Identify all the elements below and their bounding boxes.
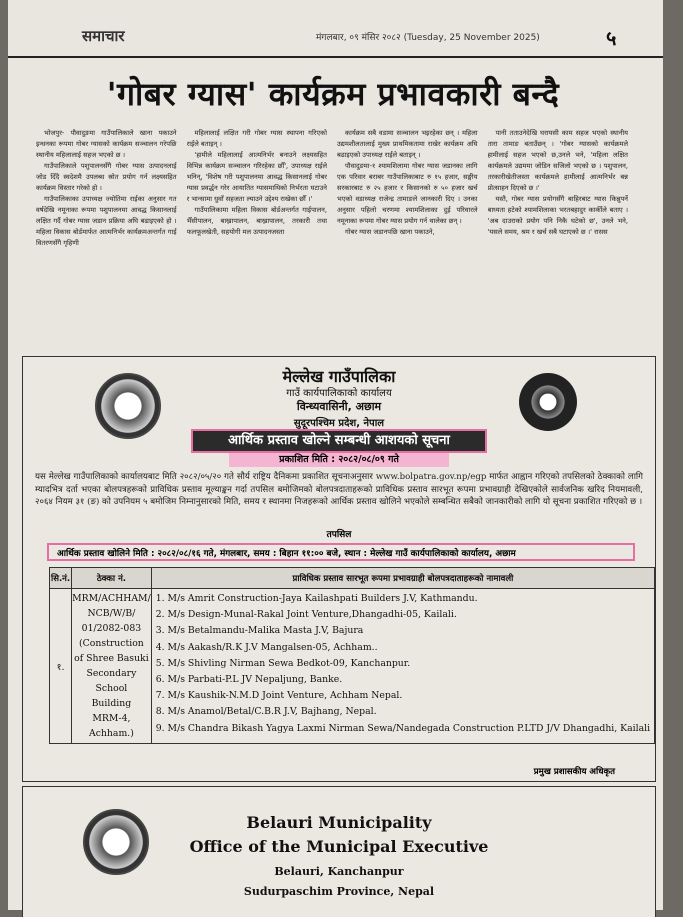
published-date: प्रकाशित मिति : २०८२/०८/०९ गते <box>229 453 449 467</box>
second-notice <box>22 786 656 917</box>
tender-notice <box>22 356 656 782</box>
bidders-table <box>49 567 655 744</box>
column-header-sn: सि.नं. <box>50 568 72 589</box>
notice2-location: Belauri, Kanchanpur <box>274 865 404 878</box>
package-line: 01/2082-083 <box>81 623 142 634</box>
bidder-item: 3. M/s Betalmandu-Malika Masta J.V, Bajura <box>155 625 364 637</box>
schedule-label: तपसिल <box>326 530 352 540</box>
article-column-2 <box>187 128 328 346</box>
notice2-province: Sudurpaschim Province, Nepal <box>243 885 435 898</box>
bidder-item: 6. M/s Parbati-P.L JV Nepaljung, Banke. <box>155 674 343 686</box>
package-line: NCB/W/B/ <box>87 608 136 619</box>
bidder-item: 2. M/s Design-Munal-Rakal Joint Venture,Dhangadhi-05, Kailali. <box>155 609 457 621</box>
notice-intro-text: यस मेल्लेख गाउँपालिकाको कार्यालयबाट मिति २०८२/०५/२० गते सौर्य राष्ट्रिय दैनिकमा प्रकाशित सूचनाअनुसार www.bolpatra.gov.np/egp मार्फत आह्वान गरिएको तपसिलको ठेक्काको लागि म्यादभित्र दर्ता भएका बोलपत्रहरूको प्राविधिक प्रस्ताव मूल्याङ्कन गर्दा तपसिल बमोजिमको बोलपत्रदाताहरूको प्राविधिक प्रस्ताव सारभूत रूपमा प्रभावग्राही देखिएकोले सार्वजनिक खरिद नियमावली, २०६४ नियम ३१ (ङ) को उपनियम ५ बमोजिम निम्नानुसारको मिति, समय र स्थानमा निजहरूको आर्थिक प्रस्ताव खोलिने भएकोले सम्बन्धित सबैको जानकारीको लागि यो सूचना प्रकाशित गरिएको छ । <box>35 472 643 507</box>
article-column-4 <box>488 128 629 346</box>
package-line: Secondary School <box>86 668 137 694</box>
paragraph: 'हामीले महिलालाई आत्मनिर्भर बनाउने लक्ष्यसहित विभिन्न कार्यक्रम सञ्चालन गरिरहेका छौँ', उपाध्यक्ष राईले भनिन्, 'विशेष गरी पशुपालनमा आवद्ध किसानलाई गोबर ग्यास प्रवर्द्धन गरेर आयातित ग्यासमाथिको निर्भरता घटाउने र भान्सामा धुवाँ सहजता ल्याउने उद्देश्य राखेका छौँ ।' <box>186 151 327 203</box>
paragraph: यस्तै, गोबर ग्यास प्रयोगसँगै बाहिरबाट ग्यास किन्नुपर्ने बाध्यता हटेको श्यामशिलाका भरतबहादुर कार्कीले बताए । 'अब दाउराको प्रयोग पनि निकै घटेको छ', उनले भने, 'यसले समय, श्रम र खर्च सबै घटाएको छ ।' रासस <box>487 195 628 236</box>
notice-province: सुदूरपश्चिम प्रदेश, नेपाल <box>293 418 385 429</box>
signatory: प्रमुख प्रशासकीय अधिकृत <box>533 767 615 777</box>
paragraph: गाउँपालिकाका उपाध्यक्ष ज्योतिमा राईका अनुसार गत वर्षदेखि नमूनाका रूपमा पशुपालनमा आवद्ध किसानलाई लक्षित गर्दै गोबर ग्यास जडान प्रक्रिया अघि बढाइएको हो । महिला विकास बोर्डमार्फत आत्मनिर्भर कार्यक्रमअन्तर्गत गाई वितरणसँगै गृहिणी <box>36 195 177 247</box>
package-line: Building <box>91 698 132 709</box>
package-line: (Construction <box>79 638 144 649</box>
bidder-item: 1. M/s Amrit Construction-Jaya Kailashpati Builders J.V, Kathmandu. <box>155 593 478 604</box>
package-line: MRM-4, Achham.) <box>89 713 134 739</box>
section-name: समाचार <box>82 27 125 45</box>
newspaper-page <box>8 0 663 910</box>
paragraph: कार्यक्रम सबै वडामा सञ्चालन भइरहेका छन् । महिला उद्यमशीलतालाई मुख्य प्राथमिकतामा राखेर कार्यक्रम अघि बढाइएको उपाध्यक्ष राईले बताइन् । <box>337 129 478 159</box>
notice2-office: Office of the Municipal Executive <box>189 837 489 856</box>
notice-office: गाउँ कार्यपालिकाको कार्यालय <box>286 388 392 399</box>
article-body <box>36 128 628 346</box>
paragraph: गाउँपालिकाले पशुपालनसँगै गोबर ग्यास उत्पादनलाई जोड दिँदै स्वदेशमै उपलब्ध स्रोत प्रयोग गर्न लक्ष्यसहित कार्यक्रम विस्तार गरेको हो । <box>36 162 177 192</box>
page-number: ५ <box>606 26 617 50</box>
notice-intro <box>35 471 643 509</box>
package-number <box>72 589 152 744</box>
table-header-row <box>50 568 655 589</box>
column-header-bidders: प्राविधिक प्रस्ताव सारभूत रूपमा प्रभावग्राही बोलपत्रदाताहरूको नामावली <box>151 568 654 589</box>
paragraph: भोजपुर- पौवादुङमा गाउँपालिकाले खाना पकाउने इन्धनका रूपमा गोबर ग्यासको कार्यक्रम सञ्चालन गरेपछि स्थानीय महिलालाई सहज भएको छ । <box>36 129 177 159</box>
paragraph: पानी तताउनेदेखि घरायसी काम सहज भएको स्थानीय तारा तामाङ बताउँछन् । 'गोबर ग्यासको कार्यक्रमले हामीलाई सहज भएको छ,उनले भने, 'महिला लक्षित कार्यक्रमले उद्यममा जोडिन सजिलो भएको छ । पशुपालन, तरकारीखेतीजस्ता कार्यक्रमले हामीलाई आत्मनिर्भर बन्न प्रोत्साहन दिएको छ ।' <box>487 129 628 192</box>
notice-location: विन्ध्यवासिनी, अछाम <box>296 400 382 413</box>
paragraph: महिलालाई लक्षित गरी गोबर ग्यास स्थापना गरिएको राईले बताइन् । <box>186 129 327 148</box>
bidder-item: 9. M/s Chandra Bikash Yagya Laxmi Nirman Sewa/Nandegada Construction P.LTD J/V Dhangadhi, Kailali <box>155 722 651 734</box>
serial-number: १. <box>50 589 72 744</box>
notice-title: मेल्लेख गाउँपालिका <box>282 367 396 386</box>
column-header-package: ठेक्का नं. <box>72 568 152 589</box>
issue-date: मंगलबार, ०९ मंसिर २०८२ (Tuesday, 25 November 2025) <box>316 33 540 43</box>
paragraph: पौवादुङमा-१ श्यामशिलामा गोबर ग्यास जडानका लागि एक परिवार बराबर गाउँपालिकाबाट रु १५ हजार, सङ्घीय सरकारबाट रु २५ हजार र किसानको रु ५० हजार खर्च भएको वडाध्यक्ष राजेन्द्र तामाङले जानकारी दिए । उनका अनुसार पहिलो चरणमा श्यामशिलाका दुई परिवारले नमूनाका रूपमा गोबर ग्यास प्रयोग गर्न थालेका छन् । <box>337 162 478 225</box>
opening-schedule: आर्थिक प्रस्ताव खोलिने मिति : २०८२/०८/१६ गते, मंगलबार, समय : बिहान ११:०० बजे, स्थान : मेल्लेख गाउँ कार्यपालिकाको कार्यालय, अछाम <box>47 543 635 561</box>
bidder-item: 7. M/s Kaushik-N.M.D Joint Venture, Achham Nepal. <box>155 690 403 702</box>
paragraph: गोबर ग्यास जडानपछि खाना पकाउने, <box>345 228 435 236</box>
package-line: of Shree Basuki <box>74 653 149 664</box>
bidder-list <box>151 589 654 744</box>
bidder-item: 4. M/s Aakash/R.K J.V Mangalsen-05, Achham.. <box>155 641 378 653</box>
page-header <box>8 26 663 58</box>
notice-subject: आर्थिक प्रस्ताव खोल्ने सम्बन्धी आशयको सूचना <box>191 429 487 453</box>
paragraph: गाउँपालिकामा महिला विकास बोर्डअन्तर्गत गाईपालन, भैँसीपालन, बाख्रापालन, बाख्रापालन, तरकारी तथा फलफूलखेती, सहयोगी मल उत्पादनजस्ता <box>186 206 327 236</box>
article-headline: 'गोबर ग्यास' कार्यक्रम प्रभावकारी बन्दै <box>106 75 560 113</box>
bidder-item: 5. M/s Shivling Nirman Sewa Bedkot-09, Kanchanpur. <box>155 657 411 669</box>
table-row <box>50 589 655 744</box>
package-line: MRM/ACHHAM/ <box>72 593 151 604</box>
article-column-1 <box>36 128 177 346</box>
notice2-title: Belauri Municipality <box>246 813 432 832</box>
article-column-3 <box>337 128 478 346</box>
bidder-item: 8. M/s Anamol/Betal/C.B.R J.V, Bajhang, Nepal. <box>155 706 377 718</box>
